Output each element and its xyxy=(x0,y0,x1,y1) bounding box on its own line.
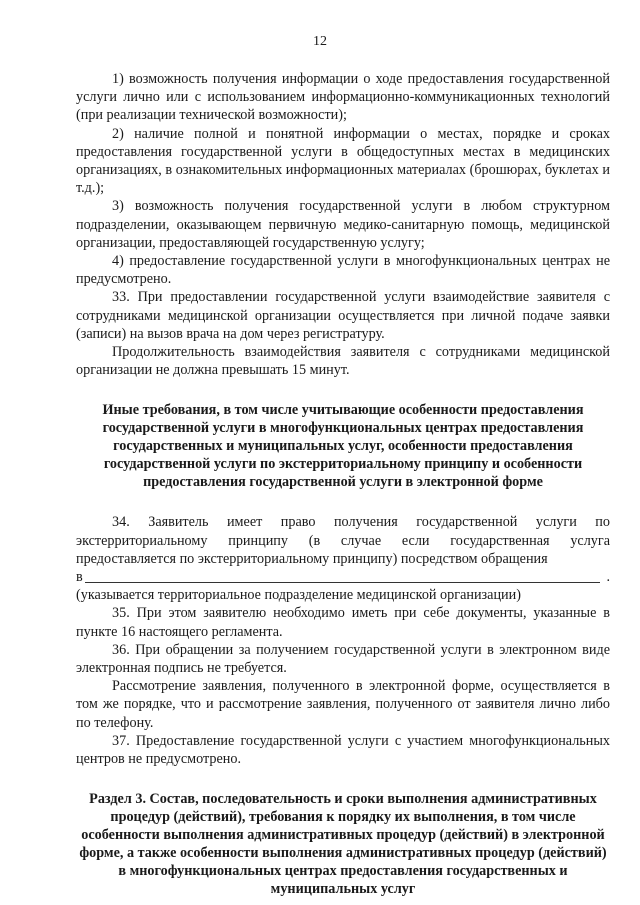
paragraph-item-3: 3) возможность получения государственной услуги в любом структурном подразделении, оказывающем первичную медико-санитарную помощь, медицинской организации, предоставляющей государственную услугу; xyxy=(76,198,610,251)
paragraph-item-4: 4) предоставление государственной услуги в многофункциональных центрах не предусмотрено. xyxy=(76,253,610,288)
paragraph-36: 36. При обращении за получением государственной услуги в электронном виде электронная подпись не требуется. xyxy=(76,641,610,677)
fill-in-blank-line xyxy=(76,568,610,586)
paragraph-item-1: 1) возможность получения информации о ходе предоставления государственной услуги лично или с использованием информационно-коммуникационных технологий (при реализации технической возможности); xyxy=(76,71,610,124)
paragraph-duration: Продолжительность взаимодействия заявителя с сотрудниками медицинской организации не должна превышать 15 минут. xyxy=(76,344,610,379)
paragraph-35: 35. При этом заявителю необходимо иметь при себе документы, указанные в пункте 16 настоящего регламента. xyxy=(76,605,610,640)
document-body xyxy=(76,70,610,898)
blank-note: (указывается территориальное подразделение медицинской организации) xyxy=(76,587,521,604)
paragraph-item-2: 2) наличие полной и понятной информации о местах, порядке и сроках предоставления государственной услуги в общедоступных местах в медицинских организациях, в ознакомительных информационных материалах (брошюрах, буклетах и т.д.); xyxy=(76,125,610,197)
paragraph-37: 37. Предоставление государственной услуги с участием многофункциональных центров не предусмотрено. xyxy=(76,732,610,768)
section-3-heading: Раздел 3. Состав, последовательность и сроки выполнения административных процедур (действий), требования к порядку их выполнения, в том числе особенности выполнения административных процедур (действий) в электронной форме, а также особенности выполнения административных процедур (действий) в многофункциональных центрах предоставления государственных и муниципальных услуг xyxy=(79,791,607,898)
blank-underline xyxy=(85,581,601,583)
page-number: 12 xyxy=(313,34,327,49)
paragraph-33: 33. При предоставлении государственной услуги взаимодействие заявителя с сотрудниками медицинской организации осуществляется при личной подаче заявки (записи) на вызов врача на дом через регистратуру. xyxy=(76,289,610,342)
blank-prefix: в xyxy=(76,569,83,586)
paragraph-34: 34. Заявитель имеет право получения государственной услуги по экстерриториальному принципу (в случае если государственная услуга предоставляется по экстерриториальному принципу) посредством обращения xyxy=(76,514,610,567)
blank-suffix: . xyxy=(606,569,610,586)
section-heading-other-requirements: Иные требования, в том числе учитывающие особенности предоставления государственной услуги в многофункциональных центрах предоставления государственных и муниципальных услуг, особенности предоставления государственной услуги по экстерриториальному принципу и особенности предоставления государственной услуги в электронной форме xyxy=(102,402,584,491)
paragraph-review: Рассмотрение заявления, полученного в электронной форме, осуществляется в том же порядке, что и рассмотрение заявления, полученного от заявителя лично либо по телефону. xyxy=(76,678,610,731)
